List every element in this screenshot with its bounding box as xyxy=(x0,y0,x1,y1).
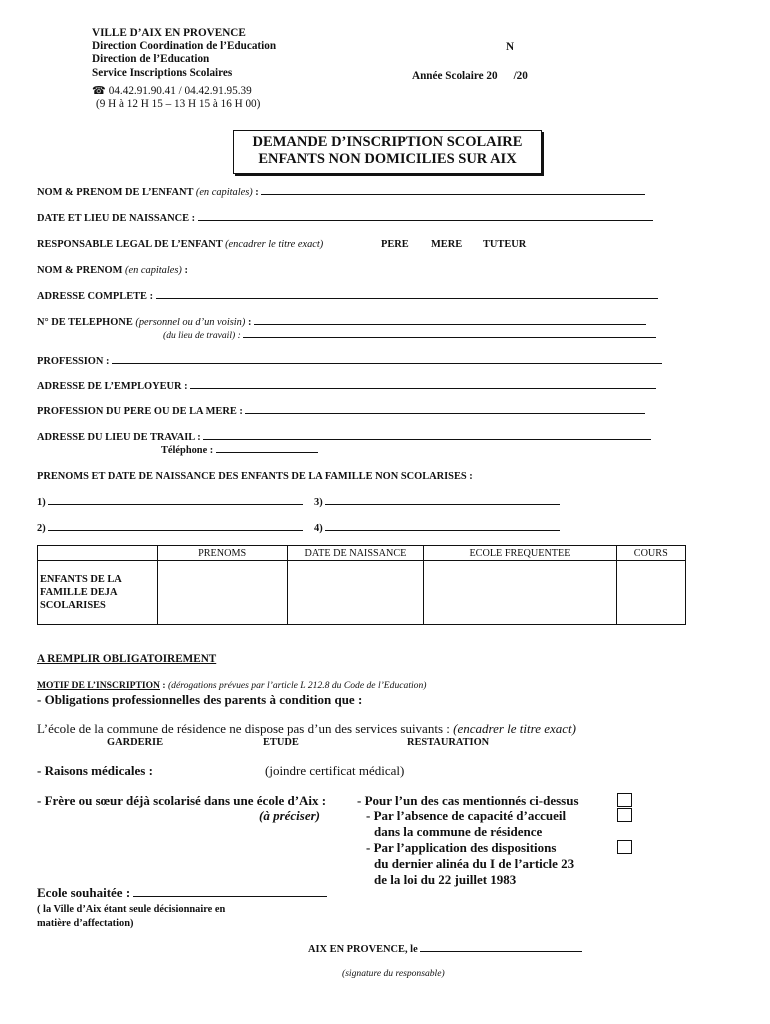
mandatory-heading: A REMPLIR OBLIGATOIREMENT xyxy=(37,653,217,665)
form-title-box xyxy=(233,130,542,174)
case-2-text-b: dans la commune de résidence xyxy=(374,824,543,839)
case-3-text-b: du dernier alinéa du I de l’article 23 xyxy=(374,856,575,871)
guardian-option-mere[interactable]: MERE xyxy=(431,239,463,250)
obligations-line: - Obligations professionnelles des parents à condition que : xyxy=(37,692,363,707)
unschooled-siblings-heading: PRENOMS ET DATE DE NAISSANCE DES ENFANTS DE LA FAMILLE NON SCOLARISES : xyxy=(37,471,473,482)
table-header-date: DATE DE NAISSANCE xyxy=(287,546,424,561)
table-corner-cell xyxy=(38,546,158,561)
service-name: Service Inscriptions Scolaires xyxy=(92,66,233,79)
phone-line xyxy=(92,84,252,97)
table-header-cours: COURS xyxy=(616,546,685,561)
case-1-text: - Pour l’un des cas mentionnés ci-dessus xyxy=(357,793,579,808)
wished-school-field[interactable]: Ecole souhaitée : xyxy=(37,885,327,901)
case-3-checkbox[interactable] xyxy=(617,840,632,854)
signature-label: (signature du responsable) xyxy=(342,968,445,979)
case-2-checkbox[interactable] xyxy=(617,808,632,822)
guardian-field: RESPONSABLE LEGAL DE L’ENFANT (encadrer le titre exact) xyxy=(37,239,324,250)
header-block xyxy=(92,27,276,80)
phone-number: 04.42.91.90.41 / 04.42.91.95.39 xyxy=(108,85,252,97)
employer-address-field[interactable]: ADRESSE DE L’EMPLOYEUR : xyxy=(37,381,656,392)
table-header-prenoms: PRENOMS xyxy=(157,546,287,561)
sibling-hint: (à préciser) xyxy=(259,808,321,823)
name-field[interactable]: NOM & PRENOM (en capitales) : xyxy=(37,265,188,276)
guardian-option-pere[interactable]: PERE xyxy=(381,239,409,250)
service-etude[interactable]: ETUDE xyxy=(263,737,299,748)
direction-line-1: Direction Coordination de l’Education xyxy=(92,40,277,53)
table-cell-ecole[interactable] xyxy=(424,561,616,625)
sibling-3-field[interactable]: 3) xyxy=(314,497,560,508)
direction-line-2: Direction de l’Education xyxy=(92,53,210,66)
table-cell-cours[interactable] xyxy=(616,561,685,625)
ecole-services-line: L’école de la commune de résidence ne dispose pas d’un des services suivants : (encadrer le titre exact) xyxy=(37,721,576,736)
opening-hours: (9 H à 12 H 15 – 13 H 15 à 16 H 00) xyxy=(96,98,261,110)
sibling-1-field[interactable]: 1) xyxy=(37,497,303,508)
table-header-ecole: ECOLE FREQUENTEE xyxy=(424,546,616,561)
wished-school-note-2: matière d’affectation) xyxy=(37,918,134,929)
form-title-line-1: DEMANDE D’INSCRIPTION SCOLAIRE xyxy=(252,134,523,150)
work-phone-hint[interactable]: (du lieu de travail) : xyxy=(163,330,656,341)
medical-reasons: - Raisons médicales : xyxy=(37,763,153,778)
medical-note: (joindre certificat médical) xyxy=(265,763,405,778)
school-year-label: Année Scolaire 20 /20 xyxy=(412,70,528,82)
wished-school-note-1: ( la Ville d’Aix étant seule décisionnaire en xyxy=(37,904,226,915)
sibling-4-field[interactable]: 4) xyxy=(314,523,560,534)
work-address-field[interactable]: ADRESSE DU LIEU DE TRAVAIL : xyxy=(37,432,651,443)
profession-field[interactable]: PROFESSION : xyxy=(37,356,662,367)
table-cell-prenoms[interactable] xyxy=(157,561,287,625)
work-telephone-field[interactable]: Téléphone : xyxy=(161,445,318,456)
sibling-2-field[interactable]: 2) xyxy=(37,523,303,534)
table-row-label: ENFANTS DE LA FAMILLE DEJA SCOLARISES xyxy=(38,561,158,625)
case-2-text-a: - Par l’absence de capacité d’accueil xyxy=(366,808,567,823)
birth-field[interactable]: DATE ET LIEU DE NAISSANCE : xyxy=(37,213,653,224)
case-1-checkbox[interactable] xyxy=(617,793,632,807)
telephone-icon: ☎ xyxy=(92,85,106,97)
form-title-line-2: ENFANTS NON DOMICILIES SUR AIX xyxy=(258,151,517,167)
service-restauration[interactable]: RESTAURATION xyxy=(407,737,490,748)
schooled-siblings-table xyxy=(37,545,686,625)
city-name: VILLE D’AIX EN PROVENCE xyxy=(92,27,246,39)
case-3-text-c: de la loi du 22 juillet 1983 xyxy=(374,872,517,887)
parent-profession-field[interactable]: PROFESSION DU PERE OU DE LA MERE : xyxy=(37,406,645,417)
signature-place-date[interactable]: AIX EN PROVENCE, le xyxy=(308,944,582,955)
guardian-option-tuteur[interactable]: TUTEUR xyxy=(483,239,527,250)
child-name-field[interactable]: NOM & PRENOM DE L’ENFANT (en capitales) : xyxy=(37,187,645,198)
sibling-reason: - Frère ou sœur déjà scolarisé dans une école d’Aix : xyxy=(37,793,327,808)
table-cell-date[interactable] xyxy=(287,561,424,625)
n-label: N xyxy=(506,41,515,53)
address-field[interactable]: ADRESSE COMPLETE : xyxy=(37,291,658,302)
phone-field[interactable]: N° DE TELEPHONE (personnel ou d’un voisin) : xyxy=(37,317,646,328)
service-garderie[interactable]: GARDERIE xyxy=(107,737,164,748)
motif-line: MOTIF DE L’INSCRIPTION : (dérogations prévues par l’article L 212.8 du Code de l’Education) xyxy=(37,680,427,691)
case-3-text-a: - Par l’application des dispositions xyxy=(366,840,557,855)
